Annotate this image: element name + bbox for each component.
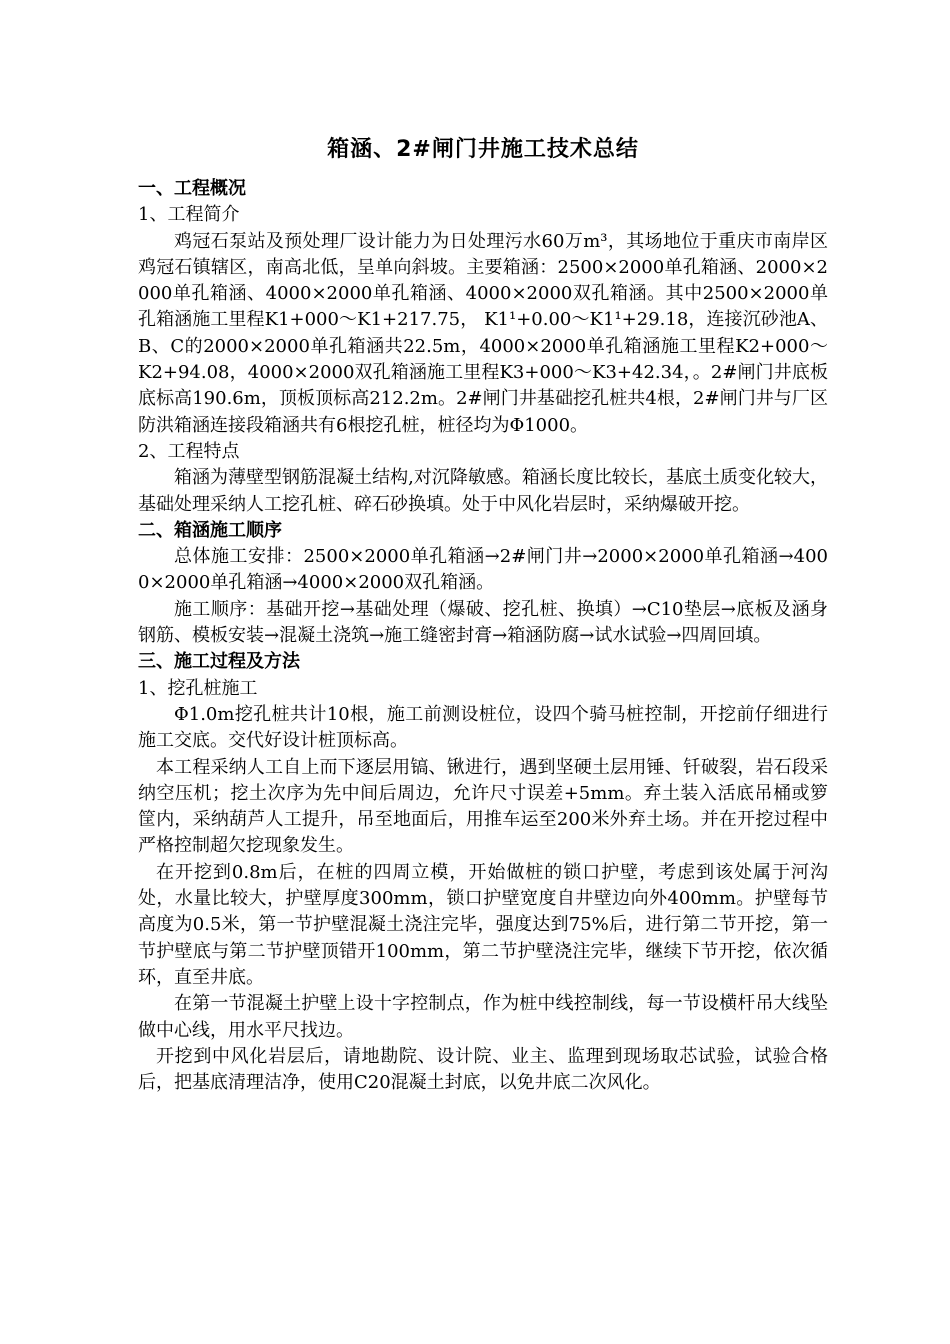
section-heading: 二、箱涵施工顺序 <box>138 519 282 541</box>
section-construction-sequence <box>138 518 828 649</box>
document-page <box>138 128 828 1096</box>
paragraph: 箱涵为薄壁型钢筋混凝土结构,对沉降敏感。箱涵长度比较长，基底土质变化较大，基础处理采纳人工挖孔桩、碎石砂换填。处于中风化岩层时，采纳爆破开挖。 <box>138 467 828 515</box>
section-project-overview <box>138 176 828 518</box>
paragraph: Φ1.0m挖孔桩共计10根，施工前测设桩位，设四个骑马桩控制，开挖前仔细进行施工交底。交代好设计桩顶标高。 <box>138 703 828 752</box>
paragraph: 开挖到中风化岩层后，请地勘院、设计院、业主、监理到现场取芯试验，试验合格后，把基底清理洁净，使用C20混凝土封底，以免井底二次风化。 <box>138 1045 828 1094</box>
subsection-heading: 1、挖孔桩施工 <box>138 677 258 699</box>
section-heading: 三、施工过程及方法 <box>138 651 300 673</box>
paragraph: 本工程采纳人工自上而下逐层用镐、锹进行，遇到坚硬土层用锤、钎破裂，岩石段采纳空压机；挖土次序为先中间后周边，允许尺寸误差+5mm。弃土装入活底吊桶或箩筐内，采纳葫芦人工提升，吊至地面后，用推车运至200米外弃土场。并在开挖过程中严格控制超欠挖现象发生。 <box>138 756 828 857</box>
section-heading: 一、工程概况 <box>138 178 246 199</box>
section-construction-methods <box>138 649 828 1096</box>
paragraph: 在第一节混凝土护壁上设十字控制点，作为桩中线控制线，每一节设横杆吊大线坠做中心线，用水平尺找边。 <box>138 993 828 1041</box>
paragraph: 施工顺序：基础开挖→基础处理（爆破、挖孔桩、换填）→C10垫层→底板及涵身钢筋、模板安装→混凝土浇筑→施工缝密封膏→箱涵防腐→试水试验→四周回填。 <box>138 598 828 647</box>
paragraph: 在开挖到0.8m后，在桩的四周立模，开始做桩的锁口护壁，考虑到该处属于河沟处，水量比较大，护壁厚度300mm，锁口护壁宽度自井壁边向外400mm。护壁每节高度为0.5米，第一节护壁混凝土浇注完毕，强度达到75%后，进行第二节开挖，第一节护壁底与第二节护壁顶错开100mm，第二节护壁浇注完毕，继续下节开挖，依次循环，直至井底。 <box>138 861 828 988</box>
document-title: 箱涵、2#闸门井施工技术总结 <box>327 137 639 162</box>
subsection-heading: 1、工程简介 <box>138 204 240 226</box>
subsection-heading: 2、工程特点 <box>138 440 240 462</box>
paragraph: 鸡冠石泵站及预处理厂设计能力为日处理污水60万m³，其场地位于重庆市南岸区鸡冠石镇辖区，南高北低，呈单向斜坡。主要箱涵：2500×2000单孔箱涵、2000×2000单孔箱涵、4000×2000单孔箱涵、4000×2000双孔箱涵。其中2500×2000单孔箱涵施工里程K1+000～K1+217.75， K1¹+0.00～K1¹+29.18，连接沉砂池A、B、C的2000×2000单孔箱涵共22.5m，4000×2000单孔箱涵施工里程K2+000～K2+94.08，4000×2000双孔箱涵施工里程K3+000～K3+42.34，。2#闸门井底板底标高190.6m，顶板顶标高212.2m。2#闸门井基础挖孔桩共4根，2#闸门井与厂区防洪箱涵连接段箱涵共有6根挖孔桩，桩径均为Φ1000。 <box>138 230 828 436</box>
paragraph: 总体施工安排：2500×2000单孔箱涵→2#闸门井→2000×2000单孔箱涵→4000×2000单孔箱涵→4000×2000双孔箱涵。 <box>138 546 828 594</box>
